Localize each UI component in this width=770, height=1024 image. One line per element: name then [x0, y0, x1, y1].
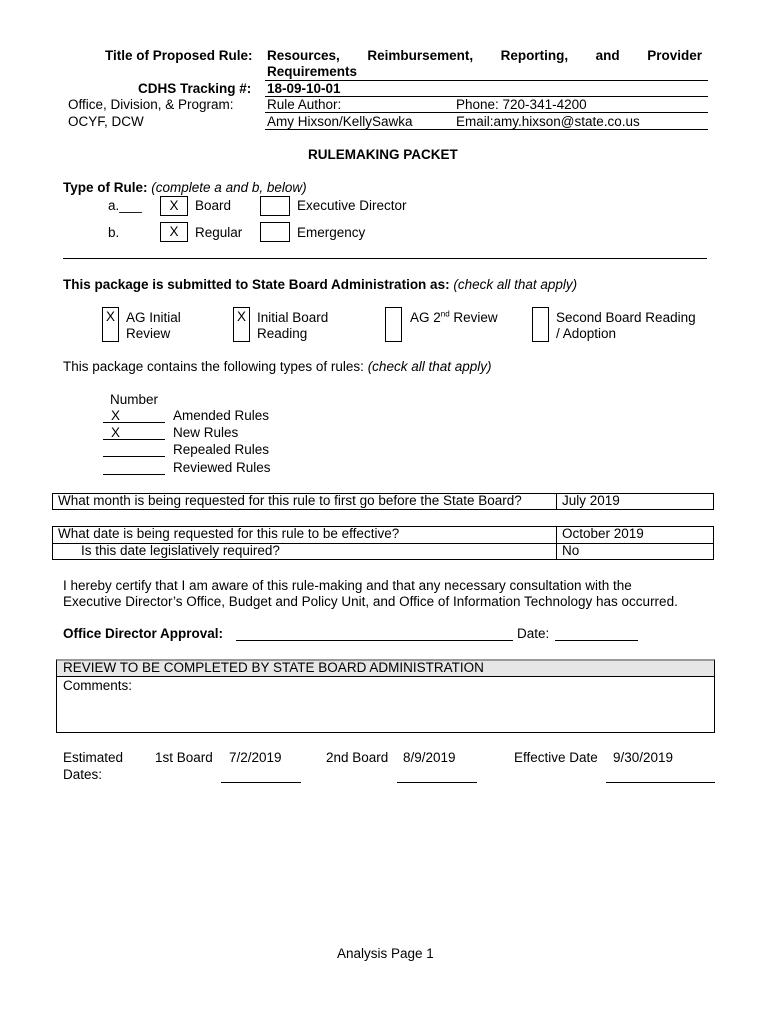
ag-initial-review-label1: AG Initial: [126, 310, 181, 325]
phone-text: Phone: 720-341-4200: [456, 97, 587, 112]
approval-label: Office Director Approval:: [63, 626, 224, 641]
reviewed-rules-number[interactable]: [103, 460, 165, 475]
second-board-reading-label2: / Adoption: [556, 326, 617, 341]
ag-second-review-text: AG 2: [410, 310, 441, 325]
approval-signature-line[interactable]: [236, 640, 513, 641]
new-rules-number[interactable]: X: [103, 425, 165, 440]
author-value: Amy Hixson/KellySawka: [267, 114, 413, 129]
initial-board-reading-checkbox[interactable]: X: [233, 307, 250, 342]
section-divider: [63, 258, 707, 259]
ag-second-review-text-end: Review: [449, 310, 498, 325]
office-label: Office, Division, & Program:: [68, 97, 234, 112]
rule-title-word: Reimbursement,: [367, 48, 474, 63]
submission-label: This package is submitted to State Board Administration as:: [63, 277, 450, 292]
amended-rules-label: Amended Rules: [173, 408, 270, 423]
ag-initial-review-checkbox[interactable]: X: [102, 307, 119, 342]
second-board-value[interactable]: 8/9/2019: [403, 750, 456, 765]
type-of-rule-heading: [63, 180, 307, 196]
initial-board-reading-label2: Reading: [257, 326, 308, 341]
row-b-label: b.: [108, 225, 120, 240]
number-header: Number: [110, 392, 159, 407]
estimated-label2: Dates:: [63, 767, 103, 782]
email-text: Email:amy.hixson@state.co.us: [456, 114, 640, 129]
executive-director-label: Executive Director: [297, 198, 407, 213]
first-board-value[interactable]: 7/2/2019: [229, 750, 282, 765]
rule-title-word: Resources,: [267, 48, 340, 63]
effective-date-label: Effective Date: [514, 750, 598, 765]
office-value: OCYF, DCW: [68, 114, 144, 129]
effective-date-value[interactable]: 9/30/2019: [613, 750, 674, 765]
estimated-label1: Estimated: [63, 750, 124, 765]
review-header: REVIEW TO BE COMPLETED BY STATE BOARD ADMINISTRATION: [63, 660, 484, 675]
rule-title-word: Provider: [647, 48, 702, 63]
type-of-rule-label: Type of Rule:: [63, 180, 148, 195]
rule-title-word: Reporting,: [500, 48, 569, 63]
executive-director-checkbox[interactable]: [260, 196, 290, 216]
second-board-reading-checkbox[interactable]: [532, 307, 549, 342]
certify-line1: I hereby certify that I am aware of this rule-making and that any necessary consultation with the: [63, 578, 632, 593]
packet-title: RULEMAKING PACKET: [308, 147, 458, 162]
emergency-label: Emergency: [297, 225, 366, 240]
repealed-rules-label: Repealed Rules: [173, 442, 270, 457]
rule-types-heading: [63, 359, 492, 375]
second-board-line: [397, 782, 477, 783]
rule-title-line1: [267, 48, 702, 64]
month-answer[interactable]: July 2019: [556, 493, 714, 510]
ordinal-suffix: nd: [440, 309, 450, 319]
board-label: Board: [195, 198, 232, 213]
divider: [265, 112, 708, 113]
page-footer: Analysis Page 1: [337, 946, 434, 961]
divider: [265, 129, 708, 130]
row-a-label: a.___: [108, 198, 142, 213]
board-checkbox[interactable]: X: [160, 196, 188, 216]
effective-date-answer[interactable]: October 2019: [556, 526, 714, 544]
emergency-checkbox[interactable]: [260, 222, 290, 242]
initial-board-reading-label1: Initial Board: [257, 310, 329, 325]
approval-date-line[interactable]: [555, 640, 638, 641]
author-label: Rule Author:: [267, 97, 342, 112]
ag-initial-review-label2: Review: [126, 326, 171, 341]
effective-date-line: [606, 782, 715, 783]
ag-second-review-checkbox[interactable]: [385, 307, 402, 342]
rule-types-instruction: (check all that apply): [367, 359, 492, 374]
legislative-question: Is this date legislatively required?: [52, 543, 557, 560]
first-board-line: [221, 782, 301, 783]
month-question: What month is being requested for this rule to first go before the State Board?: [52, 493, 557, 510]
effective-date-question: What date is being requested for this rule to be effective?: [52, 526, 557, 544]
regular-label: Regular: [195, 225, 243, 240]
tracking-label: CDHS Tracking #:: [138, 81, 252, 96]
comments-label: Comments:: [63, 678, 133, 693]
regular-checkbox[interactable]: X: [160, 222, 188, 242]
legislative-answer[interactable]: No: [556, 543, 714, 560]
first-board-label: 1st Board: [155, 750, 213, 765]
new-rules-label: New Rules: [173, 425, 239, 440]
type-of-rule-instruction: (complete a and b, below): [151, 180, 307, 195]
submission-heading: [63, 277, 577, 293]
reviewed-rules-label: Reviewed Rules: [173, 460, 271, 475]
ag-second-review-label: [410, 310, 498, 326]
second-board-label: 2nd Board: [326, 750, 389, 765]
second-board-reading-label1: Second Board Reading: [556, 310, 696, 325]
certify-line2: Executive Director’s Office, Budget and Policy Unit, and Office of Information Technology has occurred.: [63, 594, 678, 609]
submission-instruction: (check all that apply): [453, 277, 578, 292]
tracking-value: 18-09-10-01: [267, 81, 341, 96]
comments-box[interactable]: [56, 676, 715, 733]
rule-title-line2: Requirements: [267, 64, 358, 79]
title-label: Title of Proposed Rule:: [105, 48, 253, 63]
rule-title-word: and: [595, 48, 620, 63]
rule-types-label: This package contains the following types of rules:: [63, 359, 364, 374]
repealed-rules-number[interactable]: [103, 442, 165, 457]
amended-rules-number[interactable]: X: [103, 408, 165, 423]
approval-date-label: Date:: [517, 626, 550, 641]
